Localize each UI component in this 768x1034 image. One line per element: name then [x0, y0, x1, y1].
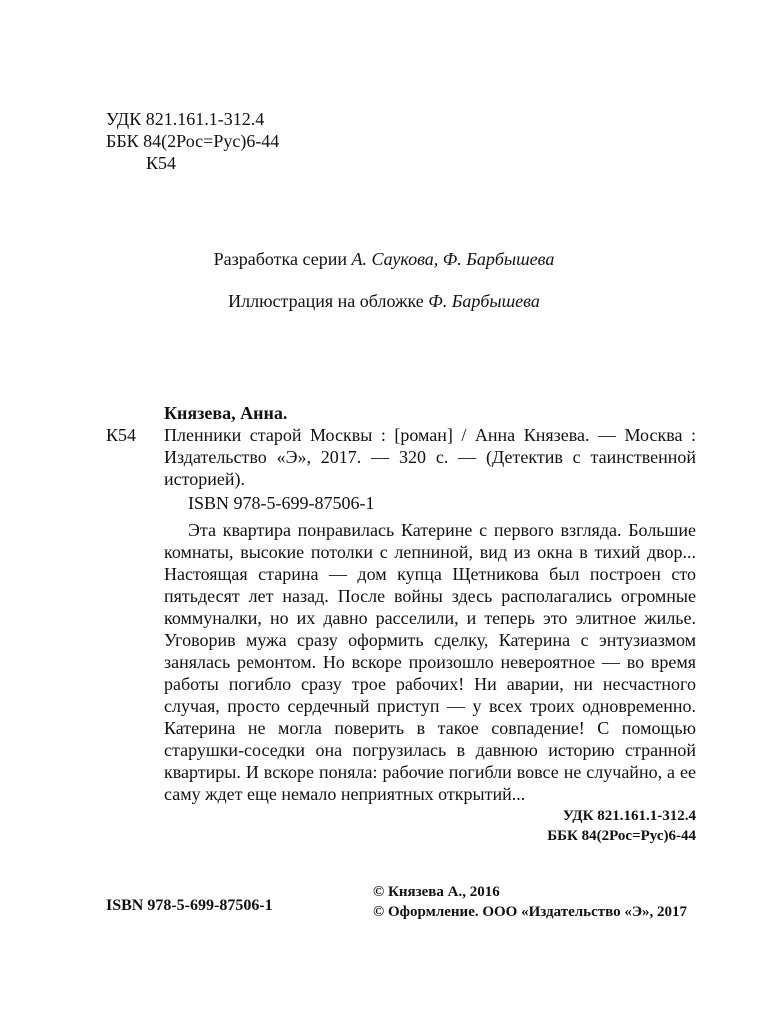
right-udk-code: УДК 821.161.1-312.4 [562, 808, 696, 824]
series-credit-label: Разработка серии [213, 249, 347, 269]
annotation-paragraph: Эта квартира понравилась Катерине с первого взгляда. Большие комнаты, высокие потолки с лепниной, вид из окна в тихий двор... Настоящая старина — дом купца Щетникова был построен сто пятьдесят лет назад. После войны здесь располагались огромные коммуналки, но их давно расселили, и теперь это элитное жилье. Уговорив мужа сразу оформить сделку, Катерина с энтузиазмом занялась ремонтом. Но вскоре произошло невероятное — во время работы погибло сразу трое рабочих! Ни аварии, ни несчастного случая, просто сердечный приступ — у всех троих одновременно. Катерина не могла поверить в такое совпадение! С помощью старушки-соседки она погрузилась в давнюю историю странной квартиры. И вскоре поняла: рабочие погибли вовсе не случайно, а ее саму ждет еще немало неприятных открытий... [164, 520, 696, 804]
record-description: Пленники старой Москвы : [роман] / Анна Князева. — Москва : Издательство «Э», 2017. — 320 с. — (Детектив с таинственной историей). [164, 425, 696, 489]
udk-code: УДК 821.161.1-312.4 [106, 109, 265, 129]
series-credit [0, 248, 768, 270]
illustration-credit-label: Иллюстрация на обложке [228, 291, 424, 311]
copyright-block [373, 882, 687, 922]
author-mark: К54 [146, 153, 177, 173]
record-side-code: К54 [106, 425, 137, 445]
record-isbn: ISBN 978-5-699-87506-1 [188, 493, 375, 513]
copyright-design: © Оформление. ООО «Издательство «Э», 2017 [373, 904, 688, 920]
right-classification [547, 806, 696, 846]
cover-illustration-credit [0, 290, 768, 312]
series-credit-names: А. Саукова, Ф. Барбышева [351, 249, 555, 269]
classification-block [106, 108, 279, 174]
bbk-code: ББК 84(2Рос=Рус)6-44 [106, 131, 280, 151]
record-author: Князева, Анна. [164, 403, 288, 423]
illustration-credit-name: Ф. Барбышева [428, 291, 540, 311]
copyright-author: © Князева А., 2016 [373, 884, 500, 900]
right-bbk-code: ББК 84(2Рос=Рус)6-44 [547, 828, 696, 844]
footer-isbn: ISBN 978-5-699-87506-1 [106, 897, 273, 914]
